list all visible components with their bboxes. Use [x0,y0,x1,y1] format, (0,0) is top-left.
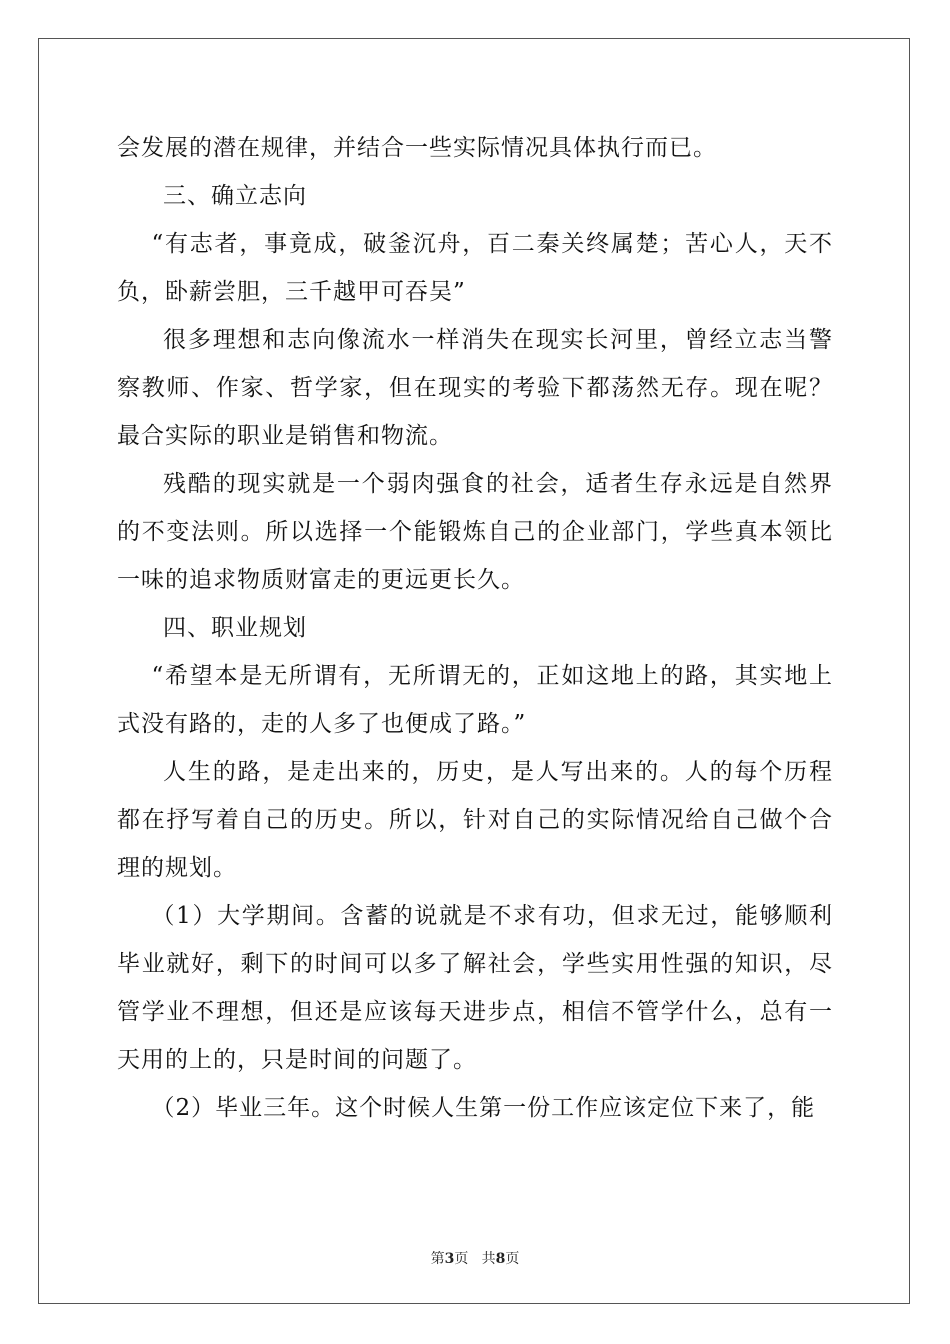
page-current: 3 [444,1251,455,1267]
body-paragraph-1: 很多理想和志向像流水一样消失在现实长河里，曾经立志当警察教师、作家、哲学家，但在现实的考验下都荡然无存。现在呢？最合实际的职业是销售和物流。 [117,327,833,449]
total-suffix: 页 [505,1251,520,1267]
list-item-2: （2）毕业三年。这个时候人生第一份工作应该定位下来了，能 [151,1095,816,1121]
body-paragraph-3: 人生的路，是走出来的，历史，是人写出来的。人的每个历程都在抒写着自己的历史。所以，针对自己的实际情况给自己做个合理的规划。 [117,759,833,881]
section-heading-4: 四、职业规划 [163,615,307,641]
page-total: 8 [495,1251,506,1267]
body-paragraph-2: 残酷的现实就是一个弱肉强食的社会，适者生存永远是自然界的不变法则。所以选择一个能锻炼自己的企业部门，学些真本领比一味的追求物质财富走的更远更长久。 [117,471,833,593]
quote-paragraph-1: “有志者，事竟成，破釜沉舟，百二秦关终属楚；苦心人，天不负，卧薪尝胆，三千越甲可吞吴” [117,231,833,305]
quote-paragraph-2: “希望本是无所谓有，无所谓无的，正如这地上的路，其实地上式没有路的，走的人多了也便成了路。” [117,663,833,737]
page-prefix: 第 [430,1251,445,1267]
list-item-1: （1）大学期间。含蓄的说就是不求有功，但求无过，能够顺利毕业就好，剩下的时间可以多了解社会，学些实用性强的知识，尽管学业不理想，但还是应该每天进步点，相信不管学什么，总有一天用的上的，只是时间的问题了。 [117,903,833,1073]
paragraph-continuation: 会发展的潜在规律，并结合一些实际情况具体执行而已。 [117,135,717,161]
page-footer [0,1248,950,1268]
section-heading-3: 三、确立志向 [163,183,307,209]
total-prefix: 共 [481,1251,496,1267]
document-body [117,124,833,1132]
page-suffix: 页 [454,1251,469,1267]
